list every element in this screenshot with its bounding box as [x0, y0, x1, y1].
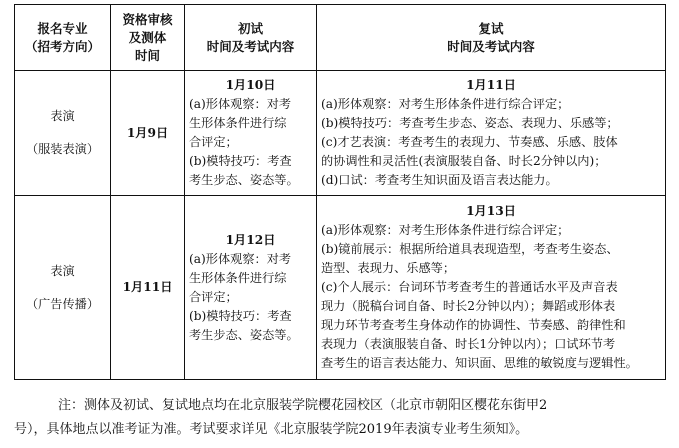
header-prelim: 初试 时间及考试内容 [185, 5, 317, 71]
check-date-cell: 1月9日 [111, 71, 185, 196]
exam-schedule-table [14, 4, 666, 380]
major-cell: 表演 （服装表演） [15, 71, 111, 196]
header-major: 报名专业 （招考方向） [15, 5, 111, 71]
final-cell: 1月11日 (a)形体观察：对考生形体条件进行综合评定； (b)模特技巧：考查考生步态、姿态、表现力、乐感等； (c)才艺表演：考查考生的表现力、节奏感、乐感、肢体 的协调性和灵活性(表演服装自备、时长2分钟以内)； (d)口试：考查考生知识面及语言表达能力。 [317, 71, 666, 196]
final-cell: 1月13日 (a)形体观察：对考生形体条件进行综合评定； (b)镜前展示：根据所给道具表现造型，考查考生姿态、 造型、表现力、乐感等； (c)个人展示：台词环节考查考生的普通话水平及声音表 现力（脱稿台词自备、时长2分钟以内）；舞蹈或形体表 现力环节考查考生身体动作的协调性、节奏感、韵律性和 表现力（表演服装自备、时长1分钟以内）；口试环节考 查考生的语言表达能力、知识面、思维的敏锐度与逻辑性。 [317, 196, 666, 380]
header-check-date: 资格审核 及测体 时间 [111, 5, 185, 71]
table-row [15, 196, 666, 380]
major-cell: 表演 （广告传播） [15, 196, 111, 380]
footnote: 注：测体及初试、复试地点均在北京服装学院樱花园校区（北京市朝阳区樱花东街甲2 号），具体地点以准考证为准。考试要求详见《北京服装学院2019年表演专业考生须知》。 [14, 398, 548, 437]
check-date-cell: 1月11日 [111, 196, 185, 380]
header-final: 复试 时间及考试内容 [317, 5, 666, 71]
table-header-row [15, 5, 666, 71]
table-row [15, 71, 666, 196]
prelim-cell: 1月10日 (a)形体观察：对考 生形体条件进行综 合评定； (b)模特技巧：考查 考生步态、姿态等。 [185, 71, 317, 196]
prelim-cell: 1月12日 (a)形体观察：对考 生形体条件进行综 合评定； (b)模特技巧：考查 考生步态、姿态等。 [185, 196, 317, 380]
